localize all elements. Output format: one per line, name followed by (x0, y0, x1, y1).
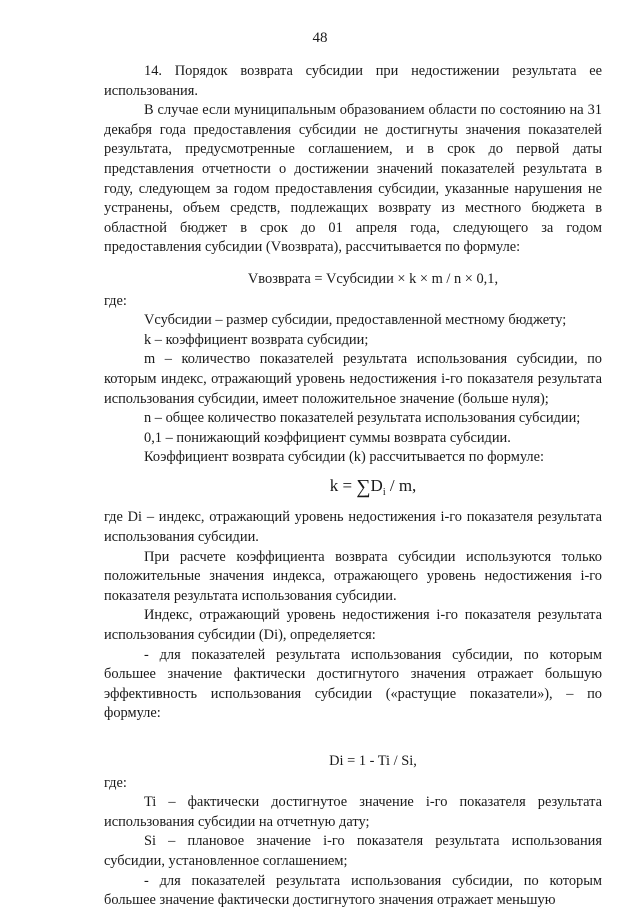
formula-k (104, 476, 602, 503)
formula-k-term: D (370, 475, 383, 495)
formula-return-volume: Vвозврата = Vсубсидии × k × m / n × 0,1, (247, 270, 499, 287)
paragraph-positive-values: При расчете коэффициента возврата субсидии используются только положительные значения индекса, отражающего уровень недостижения i-го показателя результата использования субсидии. (104, 548, 602, 604)
definition-k: k – коэффициент возврата субсидии; (144, 331, 369, 348)
definition-v-subsidy: Vсубсидии – размер субсидии, предоставленной местному бюджету; (144, 312, 567, 329)
paragraph-index-intro: Индекс, отражающий уровень недостижения i-го показателя результата использования субсидии (Di), определяется: (104, 607, 602, 644)
where-label-2: где: (104, 774, 127, 791)
sigma-symbol: ∑ (356, 475, 371, 498)
definition-n: n – общее количество показателей результата использования субсидии; (144, 410, 581, 427)
paragraph-growing-indicators: - для показателей результата использования субсидии, по которым большее значение фактически достигнутого значения отражает большую эффективность использования субсидии («растущие показатели»), – по формуле: (104, 646, 602, 722)
paragraph-k-formula-intro: Коэффициент возврата субсидии (k) рассчитывается по формуле: (144, 449, 544, 466)
definition-si: Si – плановое значение i-го показателя результата использования субсидии, установленное соглашением; (104, 833, 602, 869)
paragraph-return-volume: В случае если муниципальным образованием области по состоянию на 31 декабря года предоставления субсидии не достигнуты значения показателей результата, предусмотренные соглашением, и в срок до первой даты представления отчетности о достижении значений показателей результата в году, следующем за годом предоставления субсидии, указанные нарушения не устранены, объем средств, подлежащих возврату из местного бюджета в областной бюджет в срок до 01 апреля года, следующего за годом предоставления субсидии (Vвозврата), рассчитывается по формуле: (104, 102, 602, 256)
formula-di: Di = 1 - Ti / Si, (329, 753, 417, 769)
document-body (104, 62, 602, 911)
paragraph-di-definition: где Di – индекс, отражающий уровень недостижения i-го показателя результата использования субсидии. (104, 509, 602, 546)
formula-k-rest: / m, (385, 475, 417, 495)
formula-k-lhs: k = (329, 475, 357, 495)
page-number: 48 (312, 30, 328, 46)
where-label: где: (104, 292, 127, 309)
definition-coefficient: 0,1 – понижающий коэффициент суммы возврата субсидии. (144, 429, 511, 446)
formula-k-subscript: i (382, 486, 386, 498)
paragraph-decreasing-indicators: - для показателей результата использования субсидии, по которым большее значение фактически достигнутого значения отражает меньшую (104, 872, 602, 909)
section-heading: 14. Порядок возврата субсидии при недостижении результата ее использования. (104, 63, 602, 99)
definition-m: m – количество показателей результата использования субсидии, по которым индекс, отражающий уровень недостижения i-го показателя результата использования субсидии, имеет положительное значение (больше нуля); (104, 351, 602, 407)
definition-ti: Ti – фактически достигнутое значение i-го показателя результата использования субсидии на отчетную дату; (104, 794, 602, 830)
